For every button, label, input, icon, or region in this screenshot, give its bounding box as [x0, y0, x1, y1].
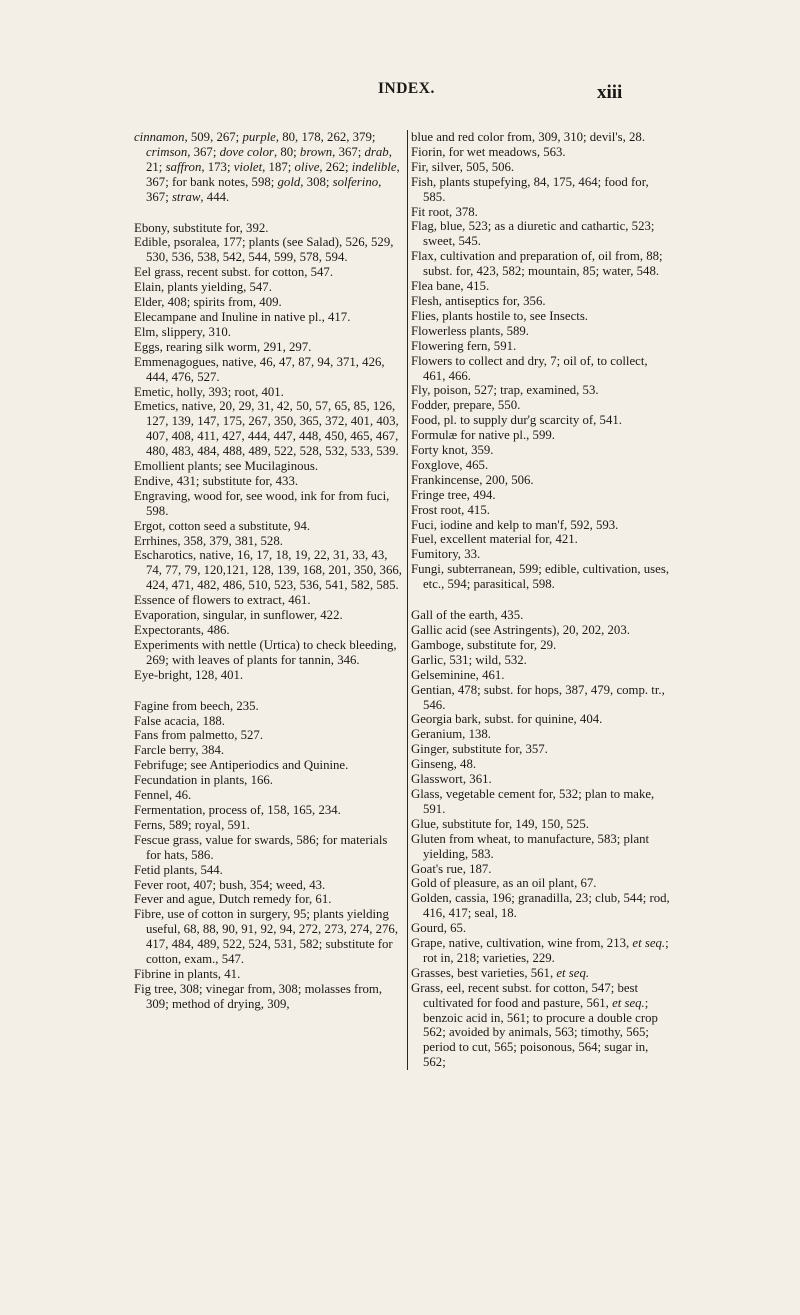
index-entry: Fans from palmetto, 527. [134, 728, 264, 743]
index-entry: blue and red color from, 309, 310; devil's, 28. [411, 130, 646, 144]
index-entry: Fescue grass, value for swards, 586; for materials for hats, 586. [134, 832, 388, 862]
index-entry: Fir, silver, 505, 506. [411, 159, 515, 174]
index-entry: Flag, blue, 523; as a diuretic and cathartic, 523; sweet, 545. [411, 219, 655, 249]
entry-italic-text: saffron [165, 159, 202, 174]
index-entry: Fibre, use of cotton in surgery, 95; plants yielding useful, 68, 88, 90, 91, 92, 94, 272, 273, 274, 276, 417, 484, 489, 522, 524, 531, 582; substitute for cotton, exam., 547. [134, 907, 399, 967]
entry-italic-text: et seq. [632, 936, 666, 951]
index-entry [134, 130, 402, 205]
page-header [0, 80, 800, 110]
section-gap [134, 683, 402, 699]
index-entry: Foxglove, 465. [411, 457, 489, 472]
index-entry: Fringe tree, 494. [411, 487, 496, 502]
entry-italic-text: violet [233, 159, 263, 174]
index-entry: Gluten from wheat, to manufacture, 583; plant yielding, 583. [411, 831, 650, 861]
index-entry: Ginseng, 48. [411, 757, 477, 772]
index-entry: Emollient plants; see Mucilaginous. [134, 459, 319, 474]
section-gap [134, 205, 402, 221]
entry-italic-text: solferino [332, 174, 379, 189]
entry-italic-text: et seq. [556, 965, 590, 980]
entry-text: ; benzoic acid in, 561; to procure a double crop 562; avoided by animals, 563; timothy, 565; period to cut, 565; poisonous, 564; sugar in, 562; [423, 995, 658, 1070]
index-entry: Endive, 431; substitute for, 433. [134, 473, 299, 488]
index-entry [411, 936, 673, 966]
index-entry: False acacia, 188. [134, 713, 225, 728]
index-entry: Glue, substitute for, 149, 150, 525. [411, 816, 589, 831]
index-entry: Frost root, 415. [411, 502, 490, 517]
index-entry: Elder, 408; spirits from, 409. [134, 295, 282, 310]
index-entry: Evaporation, singular, in sunflower, 422. [134, 608, 343, 623]
entry-italic-text: cinnamon [134, 130, 185, 144]
index-entry: Fodder, prepare, 550. [411, 398, 521, 413]
entry-text: ; rot in, 218; varieties, 229. [423, 936, 669, 965]
index-entry: Fecundation in plants, 166. [134, 773, 273, 788]
entry-text: , 367; for bank notes, 598; [146, 159, 400, 189]
index-entry: Fig tree, 308; vinegar from, 308; molasses from, 309; method of drying, 309, [134, 981, 383, 1011]
index-entry: Flies, plants hostile to, see Insects. [411, 308, 589, 323]
index-entry: Flax, cultivation and preparation of, oil from, 88; subst. for, 423, 582; mountain, 85; water, 548. [411, 249, 663, 279]
index-entry: Flowers to collect and dry, 7; oil of, to collect, 461, 466. [411, 353, 648, 383]
index-entry: Ginger, substitute for, 357. [411, 742, 548, 757]
index-entry: Gentian, 478; subst. for hops, 387, 479, comp. tr., 546. [411, 682, 665, 712]
index-entry [411, 981, 673, 1070]
index-entry: Escharotics, native, 16, 17, 18, 19, 22, 31, 33, 43, 74, 77, 79, 120,121, 128, 139, 168, 201, 350, 366, 424, 471, 482, 486, 510, 523, 536, 541, 582, 585. [134, 548, 402, 593]
entry-text: , 367; [146, 174, 382, 204]
index-entry: Fetid plants, 544. [134, 862, 223, 877]
entry-text: Grape, native, cultivation, wine from, 213, [411, 936, 633, 951]
index-entry: Fuel, excellent material for, 421. [411, 532, 578, 547]
index-entry: Engraving, wood for, see wood, ink for from fuci, 598. [134, 488, 390, 518]
index-entry: Elain, plants yielding, 547. [134, 280, 272, 295]
entry-italic-text: brown [299, 144, 333, 159]
index-entry: Glasswort, 361. [411, 772, 492, 787]
index-entry: Frankincense, 200, 506. [411, 472, 534, 487]
index-entry: Fennel, 46. [134, 788, 192, 803]
entry-italic-text: et seq. [612, 995, 645, 1010]
entry-italic-text: crimson [146, 144, 188, 159]
index-entry: Emetic, holly, 393; root, 401. [134, 384, 284, 399]
index-entry: Fibrine in plants, 41. [134, 966, 241, 981]
index-entry: Ergot, cotton seed a substitute, 94. [134, 518, 311, 533]
entry-text: , 367; [332, 144, 365, 159]
index-entry: Garlic, 531; wild, 532. [411, 652, 527, 667]
entry-text: , 444. [200, 189, 230, 204]
index-entry: Fit root, 378. [411, 204, 478, 219]
entry-text: , 21; [146, 144, 392, 174]
entry-text: , 509, 267; [184, 130, 243, 144]
index-entry: Fish, plants stupefying, 84, 175, 464; food for, 585. [411, 174, 649, 204]
index-entry [411, 966, 673, 981]
index-entry: Errhines, 358, 379, 381, 528. [134, 533, 283, 548]
page-number: xiii [597, 82, 623, 103]
entry-text: , 80; [273, 144, 300, 159]
index-entry: Georgia bark, subst. for quinine, 404. [411, 712, 603, 727]
entry-text: , 308; [300, 174, 333, 189]
index-entry: Fagine from beech, 235. [134, 698, 259, 713]
index-entry: Experiments with nettle (Urtica) to check bleeding, 269; with leaves of plants for tannin, 346. [134, 637, 397, 667]
index-entry: Forty knot, 359. [411, 443, 494, 458]
index-entry: Gold of pleasure, as an oil plant, 67. [411, 876, 597, 891]
index-entry: Fumitory, 33. [411, 547, 481, 562]
index-entry: Food, pl. to supply dur'g scarcity of, 541. [411, 413, 622, 428]
entry-text: , 80, 178, 262, 379; [275, 130, 376, 144]
entry-text: Grass, eel, recent subst. for cotton, 547; best cultivated for food and pasture, 561, [411, 980, 639, 1010]
index-entry: Eye-bright, 128, 401. [134, 667, 244, 682]
index-entry: Flowering fern, 591. [411, 338, 517, 353]
index-entry: Eggs, rearing silk worm, 291, 297. [134, 339, 312, 354]
index-entry: Glass, vegetable cement for, 532; plan to make, 591. [411, 786, 655, 816]
index-entry: Golden, cassia, 196; granadilla, 23; club, 544; rod, 416, 417; seal, 18. [411, 891, 670, 921]
index-entry: Ferns, 589; royal, 591. [134, 817, 250, 832]
index-entry: Geranium, 138. [411, 727, 491, 742]
index-entry: Fiorin, for wet meadows, 563. [411, 144, 566, 159]
entry-italic-text: olive [294, 159, 320, 174]
index-entry: Emetics, native, 20, 29, 31, 42, 50, 57, 65, 85, 126, 127, 139, 147, 175, 267, 350, 365, 372, 401, 403, 407, 408, 411, 427, 444, 447, 448, 450, 465, 467, 480, 483, 484, 488, 489, 522, 528, 532, 533, 539. [134, 399, 399, 459]
index-entry: Fly, poison, 527; trap, examined, 53. [411, 383, 599, 398]
index-entry: Fungi, subterranean, 599; edible, cultivation, uses, etc., 594; parasitical, 598. [411, 562, 670, 592]
entry-italic-text: gold [277, 174, 301, 189]
entry-italic-text: dove color [219, 144, 274, 159]
index-entry: Formulæ for native pl., 599. [411, 428, 555, 443]
index-entry: Flowerless plants, 589. [411, 323, 530, 338]
right-column [407, 130, 673, 1070]
index-entry: Goat's rue, 187. [411, 861, 492, 876]
index-entry: Elm, slippery, 310. [134, 324, 231, 339]
entry-text: , 187; [262, 159, 295, 174]
index-entry: Gourd, 65. [411, 921, 467, 936]
index-entry: Gall of the earth, 435. [411, 608, 524, 623]
entry-text: Grasses, best varieties, 561, [411, 965, 557, 980]
left-column [134, 130, 402, 1012]
index-entry: Flesh, antiseptics for, 356. [411, 293, 546, 308]
entry-italic-text: drab [364, 144, 389, 159]
index-entry: Farcle berry, 384. [134, 743, 225, 758]
index-entry: Eel grass, recent subst. for cotton, 547. [134, 265, 334, 280]
index-entry: Gamboge, substitute for, 29. [411, 637, 557, 652]
entry-italic-text: indelible [351, 159, 397, 174]
index-title: INDEX. [378, 80, 435, 97]
index-entry: Febrifuge; see Antiperiodics and Quinine. [134, 758, 349, 773]
index-entry: Gallic acid (see Astringents), 20, 202, 203. [411, 623, 630, 637]
entry-text: , 262; [319, 159, 352, 174]
index-entry: Essence of flowers to extract, 461. [134, 593, 311, 608]
section-gap [411, 592, 673, 608]
index-entry: Edible, psoralea, 177; plants (see Salad), 526, 529, 530, 536, 538, 542, 544, 599, 578, 594. [134, 235, 394, 265]
index-entry: Fever and ague, Dutch remedy for, 61. [134, 892, 332, 907]
index-entry: Emmenagogues, native, 46, 47, 87, 94, 371, 426, 444, 476, 527. [134, 354, 385, 384]
index-entry: Ebony, substitute for, 392. [134, 220, 269, 235]
index-entry: Fuci, iodine and kelp to man'f, 592, 593. [411, 517, 619, 532]
index-entry: Fever root, 407; bush, 354; weed, 43. [134, 877, 326, 892]
index-entry: Flea bane, 415. [411, 279, 490, 294]
entry-italic-text: purple [242, 130, 276, 144]
index-entry: Expectorants, 486. [134, 623, 230, 637]
entry-text: , 173; [201, 159, 234, 174]
index-entry: Fermentation, process of, 158, 165, 234. [134, 802, 341, 817]
entry-text: , 367; [187, 144, 220, 159]
index-entry: Elecampane and Inuline in native pl., 417. [134, 309, 351, 324]
entry-italic-text: straw [171, 189, 201, 204]
index-entry: Gelseminine, 461. [411, 667, 505, 682]
